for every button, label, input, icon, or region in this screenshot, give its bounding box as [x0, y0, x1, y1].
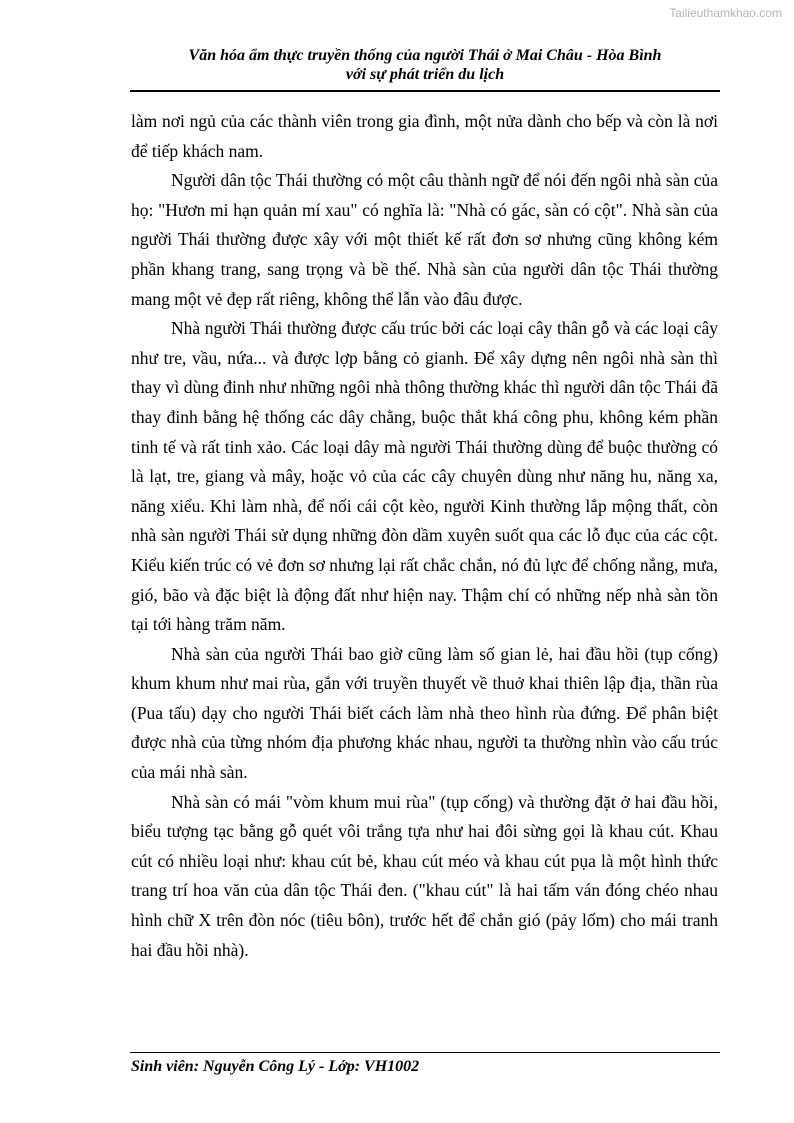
- paragraph-turtle-roof: Nhà sàn của người Thái bao giờ cũng làm số gian lẻ, hai đầu hồi (tụp cống) khum khum như mai rùa, gắn với truyền thuyết về thuở khai thiên lập địa, thần rùa (Pua tấu) dạy cho người Thái biết cách làm nhà theo hình rùa đứng. Để phân biệt được nhà của từng nhóm địa phương khác nhau, người ta thường nhìn vào cấu trúc của mái nhà sàn.: [131, 643, 718, 783]
- paragraph-structure: Nhà người Thái thường được cấu trúc bởi các loại cây thân gỗ và các loại cây như tre, vầu, nứa... và được lợp bằng cỏ gianh. Để xây dựng nên ngôi nhà sàn thì thay vì dùng đinh như những ngôi nhà thông thường khác thì người dân tộc Thái đã thay đinh bằng hệ thống các dây chằng, buộc thắt khá công phu, không kém phần tinh tế và rất tinh xảo. Các loại dây mà người Thái thường dùng để buộc thường có là lạt, tre, giang và mây, hoặc vỏ của các cây chuyên dùng như năng hu, năng xa, năng xiểu. Khi làm nhà, để nối cái cột kèo, người Kinh thường lắp mộng thất, còn nhà sàn người Thái sử dụng những đòn dầm xuyên suốt qua các lỗ đục của các cột. Kiểu kiến trúc có vẻ đơn sơ nhưng lại rất chắc chắn, nó đủ lực để chống nắng, mưa, gió, bão và đặc biệt là động đất như hiện nay. Thậm chí có những nếp nhà sàn tồn tại tới hàng trăm năm.: [131, 318, 718, 635]
- footer-divider: [130, 1052, 720, 1053]
- page-header: [130, 46, 720, 84]
- header-divider: [130, 90, 720, 92]
- paragraph-khau-cut: Nhà sàn có mái "vòm khum mui rùa" (tụp cống) và thường đặt ở hai đầu hồi, biểu tượng tạc bằng gỗ quét vôi trắng tựa như hai đôi sừng gọi là khau cút. Khau cút có nhiều loại như: khau cút bẻ, khau cút méo và khau cút pụa là một hình thức trang trí hoa văn của dân tộc Thái đen. ("khau cút" là hai tấm ván đóng chéo nhau hình chữ X trên đòn nóc (tiêu bôn), trước hết để chắn gió (pảy lốm) cho mái tranh hai đầu hồi nhà).: [131, 791, 718, 960]
- watermark-text: Tailieuthamkhao.com: [669, 6, 782, 20]
- body-text: [131, 107, 718, 965]
- page-footer: Sinh viên: Nguyễn Công Lý - Lớp: VH1002: [131, 1058, 420, 1075]
- header-title-line-2: với sự phát triển du lịch: [345, 66, 505, 83]
- paragraph-continuation: làm nơi ngủ của các thành viên trong gia đình, một nửa dành cho bếp và còn là nơi để tiếp khách nam.: [131, 111, 718, 161]
- paragraph-idiom: Người dân tộc Thái thường có một câu thành ngữ để nói đến ngôi nhà sàn của họ: "Hươn mi hạn quản mí xau" có nghĩa là: "Nhà có gác, sàn có cột". Nhà sàn của người Thái thường được xây với một thiết kế rất đơn sơ nhưng cũng không kém phần khang trang, sang trọng và bề thế. Nhà sàn của người dân tộc Thái thường mang một vẻ đẹp rất riêng, không thể lẫn vào đâu được.: [131, 170, 718, 309]
- header-title-line-1: Văn hóa ẩm thực truyền thống của người Thái ở Mai Châu - Hòa Bình: [188, 47, 662, 64]
